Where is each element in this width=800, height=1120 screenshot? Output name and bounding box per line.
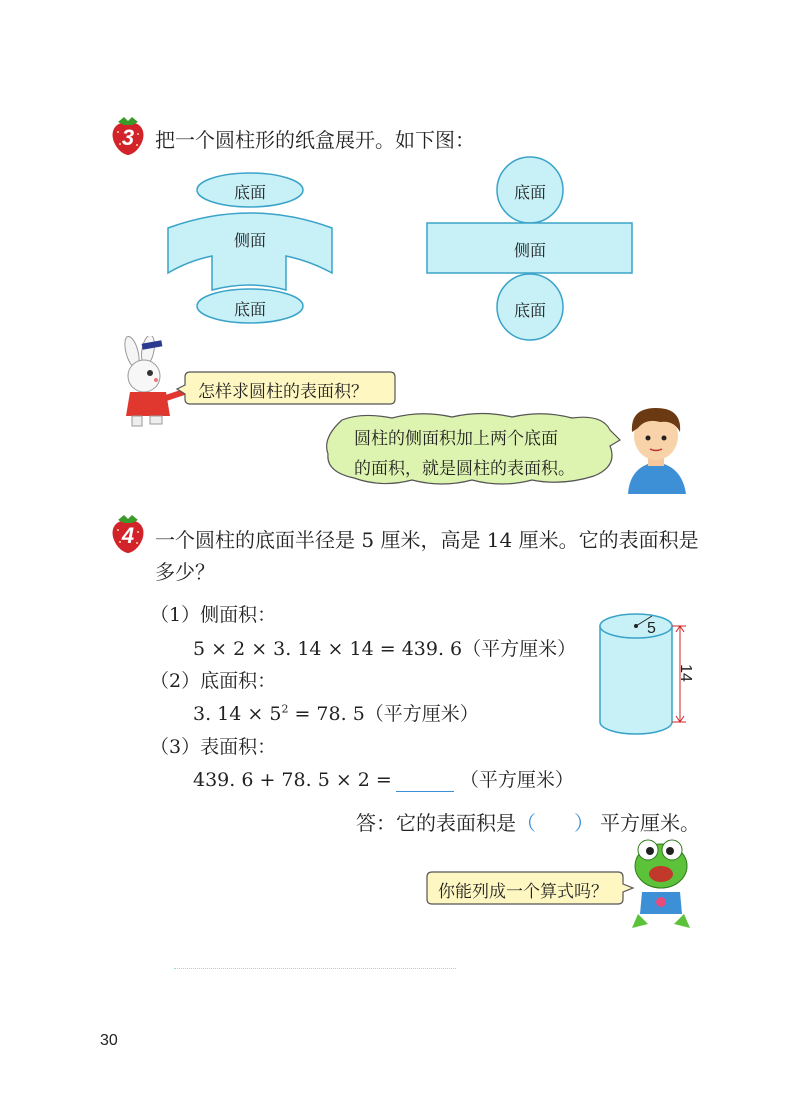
step-3-formula-expression: 439. 6 + 78. 5 × 2 = <box>193 769 392 791</box>
step-2-formula-exponent: 2 <box>281 702 289 716</box>
frog-speech-text: 你能列成一个算式吗？ <box>438 882 608 902</box>
right-side-label: 侧面 <box>513 241 546 260</box>
problem-4-text-line-1: 一个圆柱的底面半径是 5 厘米，高是 14 厘米。它的表面积是 <box>155 528 699 552</box>
boy-speech-text-line-2: 的面积，就是圆柱的表面积。 <box>354 459 575 479</box>
step-2-formula <box>193 699 479 726</box>
problem-4-marker <box>108 512 148 554</box>
cylinder-height-label: 14 <box>676 664 694 682</box>
problem-3-number: 3 <box>121 125 135 150</box>
dotted-separator <box>174 968 456 969</box>
left-bottom-label: 底面 <box>233 300 266 319</box>
answer-prefix: 答：它的表面积是 <box>356 811 516 835</box>
problem-4-text-line-2: 多少？ <box>155 560 215 584</box>
boy-speech-text-line-1: 圆柱的侧面积加上两个底面 <box>354 429 558 449</box>
problem-4-number: 4 <box>121 523 135 548</box>
step-3-unit: （平方厘米） <box>459 769 574 791</box>
cylinder-radius-label: 5 <box>647 620 656 637</box>
boy-character-illustration <box>620 402 692 494</box>
step-3-formula <box>193 765 574 792</box>
page-number: 30 <box>100 1032 118 1049</box>
step-2-formula-base: 3. 14 × 5 <box>193 703 282 725</box>
right-top-label: 底面 <box>513 183 546 202</box>
answer-open-paren: （ <box>516 811 536 835</box>
answer-line <box>356 807 700 836</box>
left-side-label: 侧面 <box>233 231 266 250</box>
step-3-label: （3）表面积： <box>150 736 277 758</box>
step-2-label: （2）底面积： <box>150 670 277 692</box>
answer-close-paren: ） <box>574 811 594 835</box>
step-1-formula: 5 × 2 × 3. 14 × 14 = 439. 6（平方厘米） <box>193 638 577 660</box>
frog-character-illustration <box>628 836 694 930</box>
right-bottom-label: 底面 <box>513 301 546 320</box>
left-side-curved-surface <box>168 213 332 290</box>
rabbit-speech-text: 怎样求圆柱的表面积？ <box>198 382 368 402</box>
step-3-answer-blank[interactable] <box>396 773 454 792</box>
answer-suffix: 平方厘米。 <box>600 811 700 835</box>
problem-3-marker <box>108 114 148 156</box>
left-top-label: 底面 <box>233 183 266 202</box>
problem-3-text: 把一个圆柱形的纸盒展开。如下图： <box>155 128 475 152</box>
step-1-label: （1）侧面积： <box>150 604 277 626</box>
step-2-formula-result: = 78. 5（平方厘米） <box>288 703 479 725</box>
